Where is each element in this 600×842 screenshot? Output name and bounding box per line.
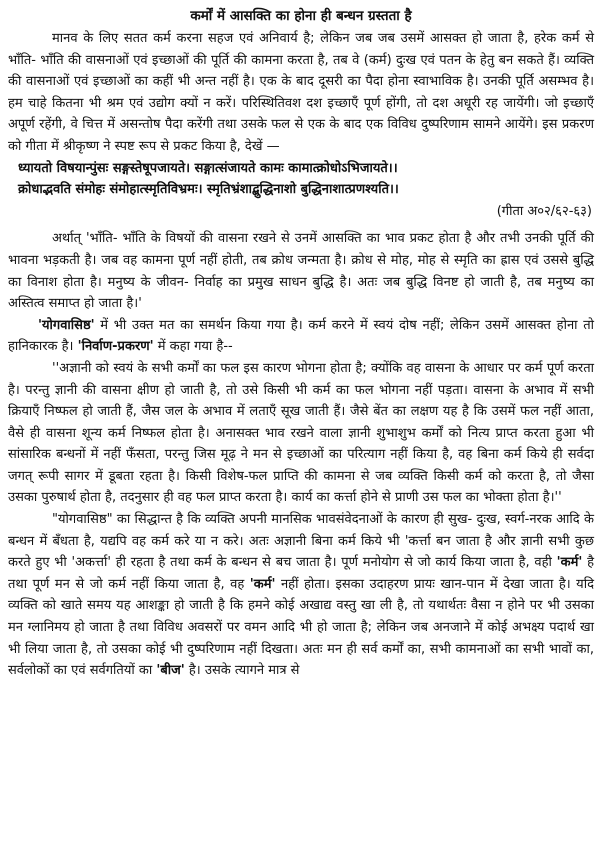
paragraph-text: है। उसके त्यागने मात्र से <box>184 663 300 679</box>
paragraph-text: में कहा गया है-- <box>153 339 233 355</box>
principle-paragraph <box>8 509 594 682</box>
paragraph-text: में भी उक्त मत का समर्थन किया गया है। कर्म करने में स्वयं दोष नहीं; लेकिन उसमें आसक्त होना तो हानिकारक है। <box>8 317 594 355</box>
page-title: कर्मों में आसक्ति का होना ही बन्धन ग्रस्तता है <box>190 8 412 24</box>
paragraph-text: 'कर्त्ता बन जाता है और ज्ञानी सभी कुछ करते हुए भी 'अकर्त्ता' ही रहता है तथा कर्म के बन्धन से बच जाता है। पूर्ण मनोयोग से जो कार्य किया जाता है, वही <box>8 533 594 571</box>
gita-shloka <box>8 158 594 223</box>
nirvana-prakaran-term: 'निर्वाण-प्रकरण' <box>77 339 154 355</box>
paragraph-text: है तथा पूर्ण मन से जो कर्म नहीं किया जाता है, वह <box>8 555 594 592</box>
intro-paragraph: मानव के लिए सतत कर्म करना सहज एवं अनिवार्य है; लेकिन जब जब उसमें आसक्त हो जाता है, हरेक कर्म से भाँति- भाँति की वासनाओं एवं इच्छाओं की पूर्ति की कामना करता है, तब वे (कर्म) दुःख एवं पतन के हेतु बन सकते हैं। व्यक्ति की वासनाओं एवं इच्छाओं का कहीं भी अन्त नहीं है। एक के बाद दूसरी का पैदा होना स्वाभाविक है। उनकी पूर्ति असम्भव है। हम चाहे कितना भी श्रम एवं उद्योग क्यों न करें। परिस्थितिवश दश इच्छाएँ पूर्ण होंगी, तो दश अधूरी रह जायेंगी। जो इच्छाएँ अपूर्ण रहेंगी, वे चित्त में असन्तोष पैदा करेंगी तथा उसके फल से एक के बाद एक विविध दुष्परिणाम सामने आयेंगे। इस प्रकरण को गीता में श्रीकृष्ण ने स्पष्ट रूप से प्रकट किया है, देखें — <box>8 31 594 154</box>
karma-term: 'कर्म' <box>249 576 276 592</box>
shloka-line-1: ध्यायतो विषयान्पुंसः सङ्गस्तेषूपजायते। सङ्गात्संजायते कामः कामात्क्रोधोऽभिजायते।। <box>18 160 398 176</box>
yogavasishtha-term: 'योगवासिष्ठ' <box>38 317 95 333</box>
paragraph-text: नहीं होता। इसका उदाहरण प्रायः खान-पान में देखा जाता है। यदि व्यक्ति को खाते समय यह आशङ्का हो जाती है कि हमने कोई अखाद्य वस्तु खा ली है, तो यथार्थतः वैसा न होने पर भी उसका मन ग्लानिमय हो जाता है तथा विविध अवसरों पर वमन आदि भी हो जाता है; लेकिन जब अनजाने में कोई अभक्ष्य पदार्थ खा भी लिया जाता है, तो उसका कोई भी दुष्परिणाम नहीं दिखता। अतः मन ही सर्व कर्मों का, सभी कामनाओं का सभी भावों का, सर्वलोकों का एवं सर्वगतियों का <box>8 576 594 679</box>
karma-term: 'कर्म' <box>556 555 583 571</box>
meaning-paragraph: अर्थात् 'भाँति- भाँति के विषयों की वासना रखने से उनमें आसक्ति का भाव प्रकट होता है और तभी उनकी पूर्ति की भावना भड़कती है। जब वह कामना पूर्ण नहीं होती, तब क्रोध जन्मता है। क्रोध से मोह, मोह से स्मृति का ह्रास एवं उससे बुद्धि का विनाश होता है। मनुष्य के जीवन- निर्वाह का प्रमुख साधन बुद्धि है। अतः जब बुद्धि विनष्ट हो जाती है, तब मनुष्य का अस्तित्व समाप्त हो जाता है।' <box>8 231 594 312</box>
yogavasishtha-paragraph <box>8 315 594 358</box>
beej-term: 'बीज' <box>156 663 185 679</box>
shloka-line-2: क्रोधाद्भवति संमोहः संमोहात्स्मृतिविभ्रमः। स्मृतिभ्रंशाद्बुद्धिनाशो बुद्धिनाशात्प्रणश्यति।। <box>18 182 399 198</box>
quote-paragraph: ''अज्ञानी को स्वयं के सभी कर्मों का फल इस कारण भोगना होता है; क्योंकि वह वासना के आधार पर कर्म पूर्ण करता है। परन्तु ज्ञानी की वासना क्षीण हो जाती है, तो उसे किसी भी कर्म का फल भोगना नहीं पड़ता। वासना के अभाव में सभी क्रियाएँ निष्फल हो जाती हैं, जैस जल के अभाव में लताएँ सूख जाती हैं। जैसे बेंत का लक्षण यह है कि उसमें फल नहीं आता, वैसे ही वासना शून्य कर्म निष्फल होता है। अनासक्त भाव रखने वाला ज्ञानी शुभाशुभ कर्मों को नित्य प्राप्त करता हुआ भी सांसारिक बन्धनों में नहीं फँसता, परन्तु जिस मूढ़ ने मन से इच्छाओं का परित्याग नहीं किया है, वह बिना कर्म किये ही सर्वदा जगत् रूपी सागर में डूबता रहता है। किसी विशेष-फल प्राप्ति की कामना से जब व्यक्ति किसी कर्म को करता है, तो जैसा उसका पुरुषार्थ होता है, तदनुसार ही वह फल प्राप्त करता है। कार्य का कर्त्ता होने से प्राणी उस फल का भोक्ता होता है।'' <box>8 360 594 506</box>
shloka-reference: (गीता अ०२/६२-६३) <box>496 203 592 219</box>
paragraph-text: "योगवासिष्ठ" का सिद्धान्त है कि व्यक्ति अपनी मानसिक भावसंवेदनाओं के कारण ही सुख- दुःख, स्वर्ग-नरक आदि के बन्धन में बँधता है, यद्यपि वह कर्म करे या न करे। अतः अज्ञानी बिना कर्म किये भी <box>8 512 594 549</box>
